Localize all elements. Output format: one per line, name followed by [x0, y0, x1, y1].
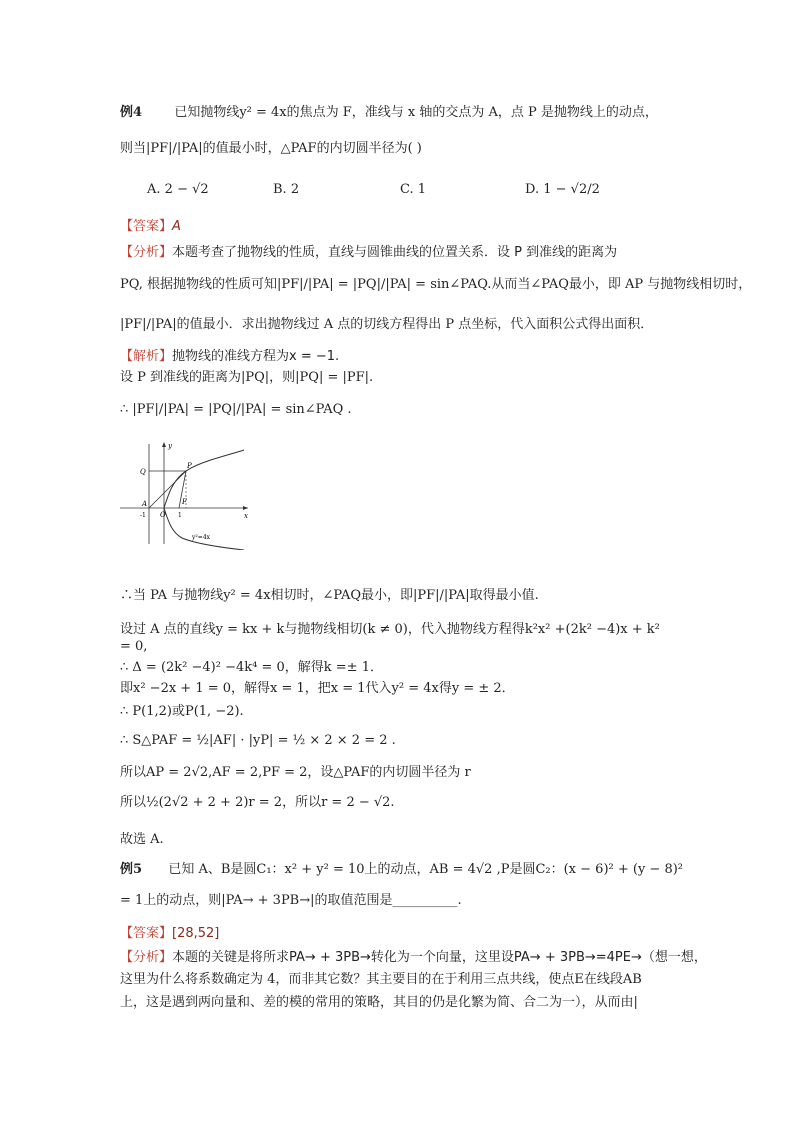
- after-line-9: 所以½(2√2 + 2 + 2)r = 2，所以r = 2 − √2.: [120, 795, 395, 810]
- example4-line1: [120, 104, 658, 122]
- after-line-5: 即x² −2x + 1 = 0，解得x = 1，把x = 1代入y² = 4x得y = ± 2．: [120, 681, 515, 696]
- example5-analysis-2: 这里为什么将系数确定为 4，而非其它数？其主要目的在于利用三点共线，使点E在线段AB: [120, 972, 642, 987]
- option-c: C. 1: [400, 182, 427, 197]
- answer-value: A: [172, 219, 181, 234]
- example4-analysis-1: 【分析】本题考查了抛物线的性质，直线与圆锥曲线的位置关系．设 P 到准线的距离为: [120, 245, 618, 260]
- answer-tag: 【答案】: [120, 219, 173, 234]
- example5-analysis-3: 上，这是遇到两向量和、差的模的常用的策略，其目的仍是化繁为简、合二为一），从而由|: [120, 995, 638, 1010]
- label-q: Q: [140, 468, 146, 476]
- after-line-2: 设过 A 点的直线y = kx + k与抛物线相切(k ≠ 0)，代入抛物线方程得k²x² +(2k² −4)x + k²: [120, 622, 660, 637]
- label-neg1: -1: [140, 512, 146, 519]
- example4-stem-1: 已知抛物线y² = 4x的焦点为 F，准线与 x 轴的交点为 A，点 P 是抛物线上的动点，: [174, 105, 658, 120]
- label-o: O: [160, 511, 166, 519]
- after-line-10: 故选 A.: [120, 832, 164, 847]
- example4-stem-2: 则当|PF|/|PA|的值最小时，△PAF的内切圆半径为( ): [120, 141, 422, 156]
- example5-line1: [120, 861, 683, 879]
- option-d: D. 1 − √2/2: [525, 182, 600, 197]
- example4-analysis-2: PQ, 根据抛物线的性质可知|PF|/|PA| = |PQ|/|PA| = sin∠PAQ.从而当∠PAQ最小，即 AP 与抛物线相切时，: [120, 277, 752, 292]
- label-y: y: [168, 442, 172, 450]
- y-axis-arrow: [162, 442, 166, 447]
- example4-solution-2: 设 P 到准线的距离为|PQ|，则|PQ| = |PF|.: [120, 370, 374, 385]
- after-line-1: ∴当 PA 与抛物线y² = 4x相切时，∠PAQ最小，即|PF|/|PA|取得最小值.: [120, 588, 539, 603]
- example5-label: 例5: [120, 862, 143, 877]
- label-x: x: [244, 512, 248, 520]
- example5-analysis-1: 【分析】本题的关键是将所求PA→ + 3PB→转化为一个向量，这里设PA→ + 3PB→=4PE→（想一想，: [120, 950, 707, 965]
- option-a: A. 2 − √2: [147, 182, 209, 197]
- example5-stem-1: 已知 A、B是圆C₁：x² + y² = 10上的动点，AB = 4√2 ,P是圆C₂：(x − 6)² + (y − 8)²: [168, 862, 684, 877]
- example5-answer: 【答案】[28,52]: [120, 926, 220, 941]
- option-b: B. 2: [273, 182, 300, 197]
- label-f: F: [182, 498, 187, 506]
- after-line-8: 所以AP = 2√2,AF = 2,PF = 2，设△PAF的内切圆半径为 r: [120, 765, 471, 780]
- example4-answer: [120, 218, 181, 236]
- parabola-figure: [116, 438, 252, 550]
- example5-stem-2: = 1上的动点，则|PA→ + 3PB→|的取值范围是__________.: [120, 893, 462, 908]
- after-line-6: ∴ P(1,2)或P(1, −2).: [120, 704, 244, 719]
- x-axis-arrow: [243, 506, 248, 510]
- after-line-4: ∴ Δ = (2k² −4)² −4k⁴ = 0，解得k =± 1．: [120, 660, 383, 675]
- example4-solution-1: 【解析】抛物线的准线方程为x = −1.: [120, 349, 340, 364]
- label-a: A: [142, 500, 148, 508]
- example4-label: 例4: [120, 105, 143, 120]
- after-line-3: = 0,: [120, 639, 148, 654]
- example4-analysis-3: |PF|/|PA|的值最小．求出抛物线过 A 点的切线方程得出 P 点坐标，代入面积公式得出面积．: [120, 317, 654, 332]
- label-p: P: [187, 462, 192, 470]
- label-1: 1: [178, 512, 182, 519]
- example4-solution-3: ∴ |PF|/|PA| = |PQ|/|PA| = sin∠PAQ .: [120, 402, 352, 417]
- after-line-7: ∴ S△PAF = ½|AF| · |yP| = ½ × 2 × 2 = 2 .: [120, 733, 396, 748]
- label-curve: y²=4x: [192, 534, 211, 541]
